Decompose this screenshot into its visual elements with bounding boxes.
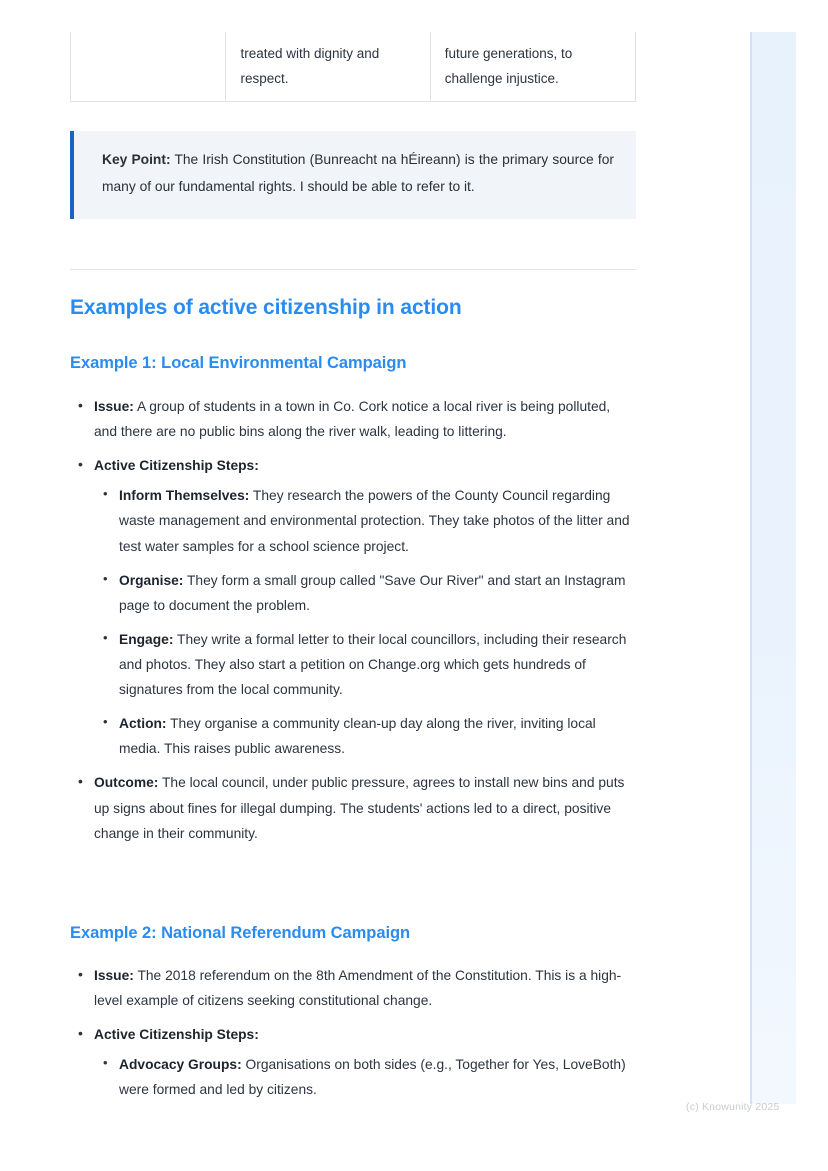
list-item-engage bbox=[94, 627, 636, 702]
key-point-label: Key Point: bbox=[102, 152, 171, 167]
example-1-steps-list bbox=[94, 483, 636, 761]
issue-text: A group of students in a town in Co. Cork notice a local river is being polluted, and there are no public bins along the river walk, leading to littering. bbox=[94, 399, 611, 440]
example-2-heading: Example 2: National Referendum Campaign bbox=[70, 924, 411, 942]
step-text-engage: They write a formal letter to their local councillors, including their research and photos. They also start a petition on Change.org which gets hundreds of signatures from the local community. bbox=[119, 631, 627, 698]
list-item-organise bbox=[94, 568, 636, 618]
example-2-list bbox=[70, 963, 636, 1103]
example-1-heading: Example 1: Local Environmental Campaign bbox=[70, 354, 407, 372]
steps-label: Active Citizenship Steps: bbox=[94, 458, 259, 474]
issue-label-2: Issue: bbox=[94, 968, 134, 983]
step-text-organise: They form a small group called "Save Our River" and start an Instagram page to document the problem. bbox=[119, 572, 626, 613]
watermark: (c) Knowunity 2025 bbox=[686, 1101, 780, 1113]
key-point-body: The Irish Constitution (Bunreacht na hÉireann) is the primary source for many of our fundamental rights. I should be able to refer to it. bbox=[102, 152, 614, 194]
example-1-body bbox=[70, 394, 636, 855]
step-text-inform: They research the powers of the County Council regarding waste management and environmental protection. They take photos of the litter and test water samples for a school science project. bbox=[119, 488, 630, 554]
list-item-issue bbox=[70, 394, 636, 444]
table-cell-dignity: treated with dignity and respect. bbox=[226, 32, 430, 101]
example-2-steps-list bbox=[94, 1052, 636, 1102]
outcome-label: Outcome: bbox=[94, 775, 159, 791]
steps-label-2: Active Citizenship Steps: bbox=[94, 1027, 259, 1043]
section-divider bbox=[70, 269, 636, 270]
table-cell-empty bbox=[71, 32, 226, 101]
example-2-body bbox=[70, 963, 636, 1112]
key-point-callout bbox=[70, 131, 636, 219]
example-1-list bbox=[70, 394, 636, 846]
page-side-rail-edge bbox=[750, 32, 752, 1104]
key-point-text bbox=[102, 147, 614, 201]
page-title: Examples of active citizenship in action bbox=[70, 296, 462, 319]
list-item-issue-2 bbox=[70, 963, 636, 1013]
outcome-text: The local council, under public pressure, agrees to install new bins and puts up signs about fines for illegal dumping. The students' actions led to a direct, positive change in their community. bbox=[94, 775, 625, 841]
step-text-advocacy: Organisations on both sides (e.g., Together for Yes, LoveBoth) were formed and led by citizens. bbox=[119, 1057, 626, 1098]
step-label-inform: Inform Themselves: bbox=[119, 488, 250, 504]
list-item-outcome bbox=[70, 770, 636, 845]
table-cell-future: future generations, to challenge injustice. bbox=[444, 46, 573, 86]
page-side-rail bbox=[750, 32, 796, 1104]
step-label-engage: Engage: bbox=[119, 631, 174, 647]
step-text-action: They organise a community clean-up day along the river, inviting local media. This raises public awareness. bbox=[119, 716, 596, 757]
list-item-action bbox=[94, 711, 636, 761]
list-item-advocacy bbox=[94, 1052, 636, 1102]
table-fragment bbox=[70, 32, 636, 102]
list-item-inform bbox=[94, 483, 636, 558]
issue-text-2: The 2018 referendum on the 8th Amendment of the Constitution. This is a high-level example of citizens seeking constitutional change. bbox=[94, 968, 622, 1009]
step-label-organise: Organise: bbox=[119, 572, 184, 588]
step-label-advocacy: Advocacy Groups: bbox=[119, 1057, 242, 1073]
step-label-action: Action: bbox=[119, 716, 167, 732]
list-item-steps bbox=[70, 453, 636, 761]
issue-label: Issue: bbox=[94, 399, 134, 414]
list-item-steps-2 bbox=[70, 1022, 636, 1102]
